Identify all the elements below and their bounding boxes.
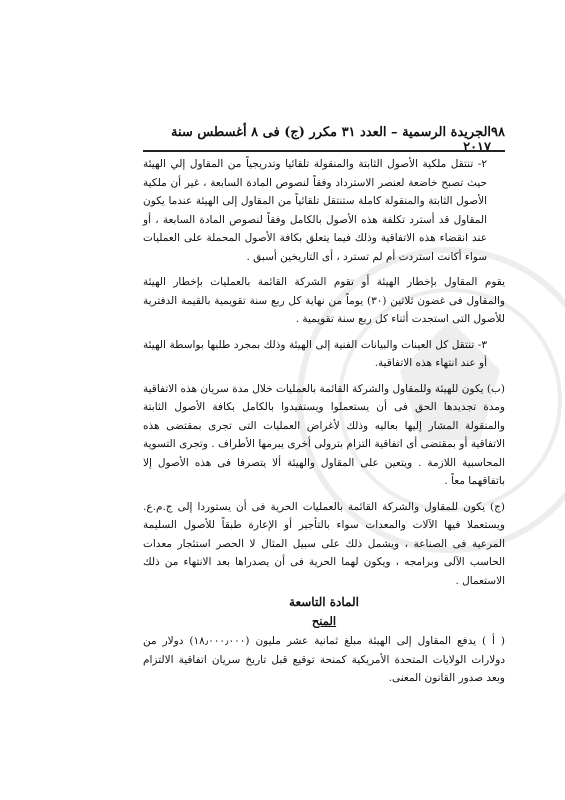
article-subheading: المنح xyxy=(311,614,337,628)
document-body xyxy=(143,155,505,695)
clause-a-grant: ( أ ) يدفع المقاول إلى الهيئة مبلغ ثمانية عشر مليون (١٨٫٠٠٠٫٠٠٠) دولار من دولارات الولايات المتحدة الأمريكية كمنحة توقيع قبل تاريخ سريان اتفاقية الالتزام وبعد صدور القانون المعنى. xyxy=(143,635,506,684)
clause-b: (ب) يكون للهيئة وللمقاول والشركة القائمة بالعمليات خلال مدة سريان هذه الاتفاقية ومدة تجديدها الحق فى أن يستعملوا ويستفيدوا بالكامل بكافة الأصول الثابتة والمنقولة المشار إليها بعاليه وذلك لأغراض العمليات التى تجرى بمقتضى هذه الاتفاقية أو بمقتضى أى اتفاقية التزام بترولى أخرى يبرمها الأطراف . وتجرى التسوية المحاسبية اللازمة . ويتعين على المقاول والهيئة ألا يتصرفا فى هذه الأصول إلا باتفاقهما معاً . xyxy=(143,382,505,487)
page-number: ٩٨ xyxy=(491,125,505,140)
notification-paragraph: يقوم المقاول بإخطار الهيئة أو تقوم الشركة القائمة بالعمليات بإخطار الهيئة والمقاول فى غضون ثلاثين (٣٠) يوماً من نهاية كل ربع سنة تقويمية بالقيمة الدفترية للأصول التى استجدت أثناء كل ربع سنة تقويمية . xyxy=(143,276,505,325)
clause-c: (ج) يكون للمقاول والشركة القائمة بالعمليات الحرية فى أن يستوردا إلى ج.م.ع. ويستعملا فيها الآلات والمعدات سواء بالتأجير أو الإعارة طبقاً للأصول السليمة المرعية فى الصناعة ، ويشمل ذلك على سبيل المثال لا الحصر استئجار معدات الحاسب الآلى وبرامجه ، ويكون لهما الحرية فى أن يصدراها بعد الانتهاء من ذلك الاستعمال . xyxy=(143,500,505,587)
gazette-title: الجريدة الرسمية – العدد ٣١ مكرر (ج) فى ٨ أغسطس سنة ٢٠١٧ xyxy=(171,125,492,155)
clause-3: ٣- تنتقل كل العينات والبيانات الفنية إلى الهيئة وذلك بمجرد طلبها بواسطة الهيئة أو عند انتهاء هذه الاتفاقية. xyxy=(143,338,487,369)
header-rule xyxy=(143,150,505,152)
article-heading: المادة التاسعة xyxy=(289,595,359,609)
clause-2: ٢- تنتقل ملكية الأصول الثابتة والمنقولة تلقائيا وتدريجياً من المقاول إلي الهيئة حيث تصبح خاضعة لعنصر الاسترداد وفقاً لنصوص المادة السابعة ، غير أن ملكية الأصول الثابتة والمنقولة كاملة ستنتقل تلقائياً من المقاول إلى الهيئة عندما يكون المقاول قد أسترد تكلفة هذه الأصول بالكامل وفقاً لنصوص المادة السابعة ، أو عند انقضاء هذه الاتفاقية وذلك فيما يتعلق بكافة الأصول المحملة على العمليات سواء أكانت استردت أم لم تسترد ، أى التاريخين أسبق . xyxy=(143,158,487,263)
